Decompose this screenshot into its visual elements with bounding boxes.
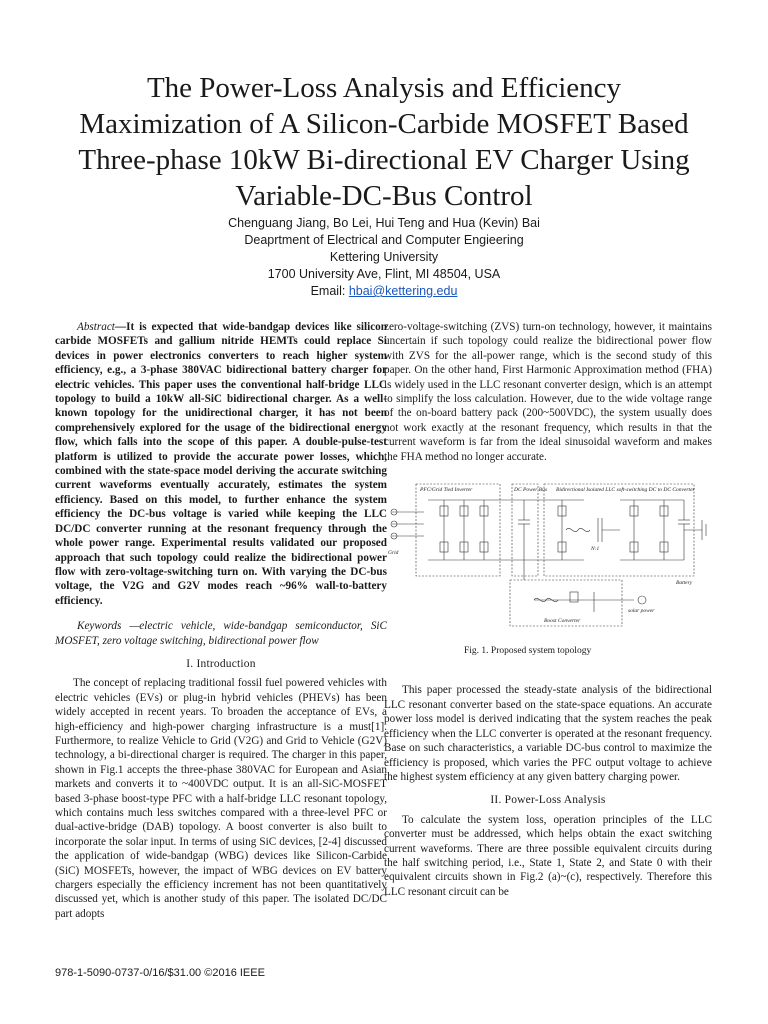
keywords: Keywords —electric vehicle, wide-bandgap semiconductor, SiC MOSFET, zero voltage switching, bidirectional power flow bbox=[55, 620, 387, 647]
author-department: Deaprtment of Electrical and Computer Engieering bbox=[244, 233, 524, 247]
author-block bbox=[100, 215, 668, 300]
schematic-label-boost: Boost Converter bbox=[544, 618, 581, 625]
title-line: Variable-DC-Bus Control bbox=[235, 180, 533, 212]
email-link[interactable]: hbai@kettering.edu bbox=[348, 284, 458, 298]
schematic-label-pfc: PFC/Grid Tied Inverter bbox=[420, 487, 473, 494]
abstract-label: Abstract bbox=[77, 321, 115, 333]
title-line: Maximization of A Silicon-Carbide MOSFET Based bbox=[79, 108, 689, 140]
right-column bbox=[384, 320, 712, 899]
figure-caption: Fig. 1. Proposed system topology bbox=[464, 646, 592, 657]
right-paragraph-3: To calculate the system loss, operation principles of the LLC converter must be addressed, which helps obtain the exact switching current waveforms. There are three possible equivalent circuits during the half switching period, i.e., State 1, State 2, and State 0 with their equivalent circuits shown in Fig.2 (a)~(c), respectively. Therefore this LLC resonant circuit can be bbox=[384, 813, 712, 898]
schematic-label-llc: Bidirectional Isolated LLC soft-switching DC to DC Converter bbox=[556, 487, 695, 494]
system-topology-figure bbox=[384, 480, 712, 630]
schematic-label-grid: Grid bbox=[388, 550, 399, 557]
schematic-label-dcbus: DC Power Bus bbox=[514, 487, 547, 494]
title-line: The Power-Loss Analysis and Efficiency bbox=[146, 72, 622, 104]
copyright-footer: 978-1-5090-0737-0/16/$31.00 ©2016 IEEE bbox=[55, 967, 265, 979]
right-paragraph-2: This paper processed the steady-state analysis of the bidirectional LLC resonant converter based on the state-space equations. An accurate power loss model is derived indicating that the system reaches the peak efficiency when the LLC converter is operated at the resonant frequency. Base on such characteristics, a variable DC-bus control to maximize the efficiency is proposed, which varies the PFC output voltage to achieve the highest system efficiency at any given battery charging power. bbox=[384, 684, 712, 783]
section-heading-power-loss: II. Power-Loss Analysis bbox=[490, 794, 606, 807]
section-heading-introduction: I. Introduction bbox=[186, 657, 256, 670]
author-university: Kettering University bbox=[329, 250, 439, 264]
paper-title bbox=[40, 70, 728, 214]
author-names: Chenguang Jiang, Bo Lei, Hui Teng and Hua (Kevin) Bai bbox=[228, 216, 540, 230]
schematic-label-ratio: N:1 bbox=[591, 546, 600, 553]
author-address: 1700 University Ave, Flint, MI 48504, USA bbox=[267, 267, 501, 281]
schematic-label-solar: solar power bbox=[628, 608, 655, 615]
schematic-label-battery: Battery bbox=[676, 580, 693, 587]
intro-paragraph: The concept of replacing traditional fossil fuel powered vehicles with electric vehicles (EVs) or plug-in hybrid vehicles (PHEVs) has been widely accepted in recent years. To broaden the acceptance of EVs, a high-efficiency and high-power charging infrastructure is a must[1]. Furthermore, to realize Vehicle to Grid (V2G) and Grid to Vehicle (G2V) technology, a bi-directional charger is required. The charger in this paper, shown in Fig.1 accepts the three-phase 380VAC for European and Asian markets and converts it to ~400VDC output. It is an all-SiC-MOSFET based 3-phase boost-type PFC with a half-bridge LLC resonant topology, which contains much less switches compared with a three-level PFC or dual-active-bridge (DAB) topology. A boost converter is also built to incorporate the solar input. In terms of using SiC devices, [2-4] discussed the application of wide-bandgap (WBG) devices like Silicon-Carbide (SiC) MOSFETs, however, the impact of WBG devices on EV battery chargers especially the efficiency increment has not been quantitatively discussed yet, which is another study of this paper. The isolated DC/DC part adopts bbox=[55, 677, 387, 920]
abstract-text: —It is expected that wide-bandgap devices like silicon carbide MOSFETs and gallium nitride HEMTs could replace Si devices in power electronics converters to reach higher system efficiency, e.g., a 3-phase 380VAC bidirectional battery charger for electric vehicles. This paper uses the conventional half-bridge LLC topology to build a 10kW all-SiC bidirectional charger. As a well-known topology for the unidirectional charger, it has not been comprehensively explored for the usage of the bidirectional energy flow, which falls into the scope of this paper. A double-pulse-test platform is utilized to provide the accurate power losses, which, combined with the state-space model deriving the accurate switching current waveforms eventually accurately, estimates the system efficiency. Based on this model, to further enhance the system efficiency the DC-bus voltage is varied while keeping the LLC DC/DC converter running at the resonant frequency through the whole power range. Experimental results validated our proposed approach that such topology could realize the bidirectional power flow with zero-voltage-switching turn on. With varying the DC-bus voltage, the V2G and G2V modes reach ~96% wall-to-battery efficiency. bbox=[55, 321, 387, 607]
left-column bbox=[55, 320, 387, 921]
abstract bbox=[55, 320, 387, 608]
author-email-line bbox=[100, 283, 668, 300]
intro-continuation: zero-voltage-switching (ZVS) turn-on technology, however, it maintains uncertain if such topology could realize the bidirectional power flow with ZVS for the all-power range, which is the second study of this paper. On the other hand, First Harmonic Approximation method (FHA) is widely used in the LLC resonant converter design, which is an attempt to simplify the loss calculation. However, due to the wide voltage range of the on-board battery pack (200~500VDC), the system usually does not work exactly at the resonant frequency, which results in that the current waveform is far from the ideal sinusoidal waveform and makes the FHA method no longer accurate. bbox=[384, 321, 712, 463]
title-line: Three-phase 10kW Bi-directional EV Charger Using bbox=[78, 144, 690, 176]
email-label: Email: bbox=[310, 284, 346, 298]
topology-schematic bbox=[384, 480, 712, 630]
